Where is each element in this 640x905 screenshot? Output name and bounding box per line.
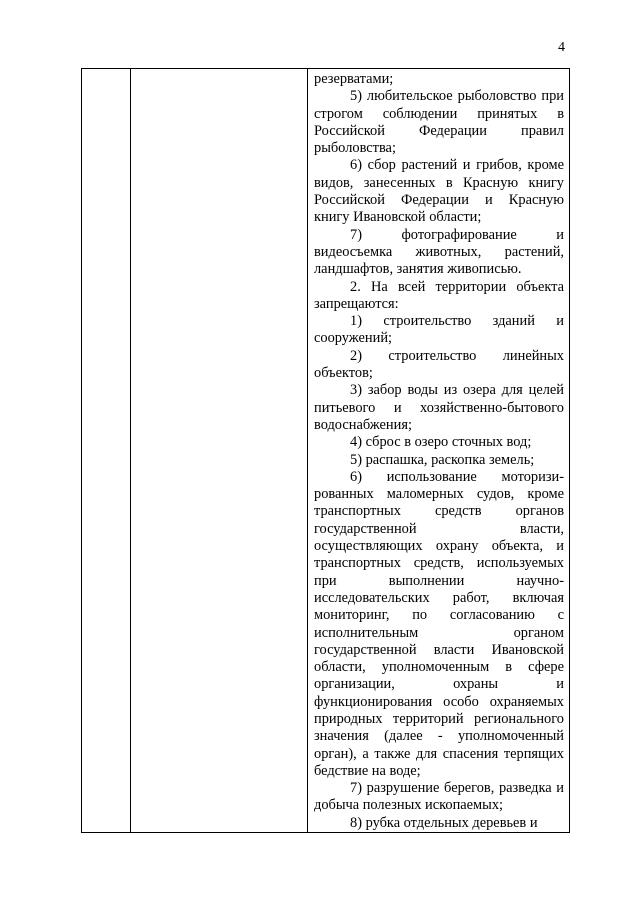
paragraph: 7) разрушение берегов, разведка и добыча полезных ископаемых; xyxy=(314,780,564,814)
paragraph: 8) рубка отдельных деревьев и xyxy=(350,814,538,831)
paragraph: 3) забор воды из озера для целей питьевого и хозяйственно-бытового водоснабжения; xyxy=(314,382,564,433)
paragraph: 4) сброс в озеро сточных вод; xyxy=(350,434,532,451)
table-cell-name xyxy=(131,69,308,833)
paragraph: 6) сбор растений и грибов, кроме видов, занесенных в Красную книгу Российской Федерации и Красную книгу Ивановской области; xyxy=(314,157,564,226)
paragraph: 5) распашка, раскопка земель; xyxy=(350,451,535,468)
table-cell-number xyxy=(82,69,131,833)
paragraph: 1) строительство зданий и сооружений; xyxy=(314,313,564,347)
paragraph: 5) любительское рыболовство при строгом соблюдении принятых в Российской Федерации правил рыболовства; xyxy=(314,88,564,157)
paragraph: резерватами; xyxy=(314,71,394,87)
document-table xyxy=(81,68,570,833)
table-cell-regime xyxy=(308,69,570,833)
regime-text xyxy=(308,69,569,832)
paragraph: 2) строительство линейных объектов; xyxy=(314,347,564,382)
table-row xyxy=(82,69,570,833)
paragraph: 7) фотографирование и видеосъемка животных, растений, ландшафтов, занятия живописью. xyxy=(314,226,564,278)
page-number: 4 xyxy=(558,40,565,55)
paragraph: 6) использование моторизи-рованных маломерных судов, кроме транспортных средств органов государственной власти, осуществляющих охрану объекта, и транспортных средств, используемых при выполнении научно-исследовательских работ, включая мониторинг, по согласованию с исполнительным органом государственной власти Ивановской области, уполномоченным в сфере организации, охраны и функционирования особо охраняемых природных территорий регионального значения (далее - уполномоченный орган), а также для спасения терпящих бедствие на воде; xyxy=(314,468,564,779)
paragraph: 2. На всей территории объекта запрещаются: xyxy=(314,278,564,312)
